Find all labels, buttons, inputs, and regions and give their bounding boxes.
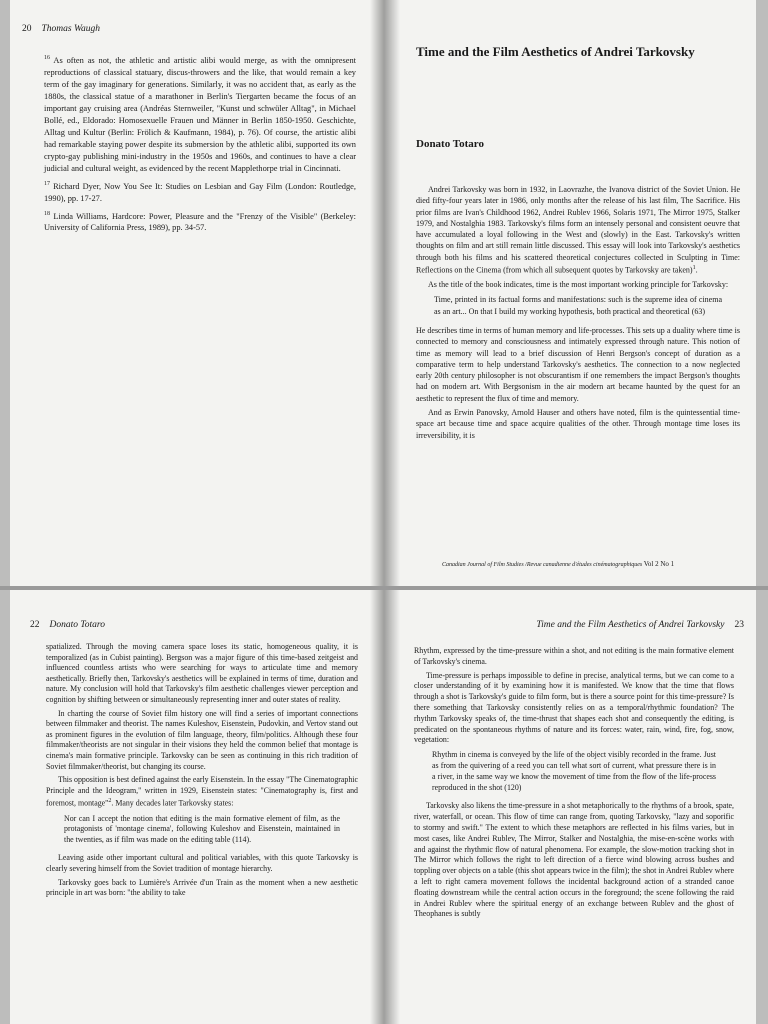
page-number: 22 <box>30 620 40 630</box>
page-21 <box>384 0 768 586</box>
page-edge-shadow <box>756 0 768 586</box>
paragraph: As the title of the book indicates, time is the most important working principle for Tarkovsky: <box>428 280 729 290</box>
gutter-shadow <box>384 0 400 586</box>
running-head-text: Thomas Waugh <box>41 24 101 34</box>
paragraph: Leaving aside other important cultural and political variables, with this quote Tarkovsky is clearly severing himself from the Soviet tradition of montage hierarchy. <box>46 853 358 873</box>
footnote-ref: 1 <box>692 265 696 272</box>
block-quote: Rhythm in cinema is conveyed by the life of the object visibly recorded in the frame. Just as from the quivering of a reed you can tell what sort of current, what pressure there is in a river, in the same way we know the movement of time from the flow of the life-process reproduced in the shot (120) <box>432 750 716 792</box>
paragraph: Tarkovsky also likens the time-pressure in a shot metaphorically to the rhythms of a brook, spate, river, waterfall, or ocean. This flow of time can range from, quoting Tarkovsky, "lazy and soporific to stormy and swift." The extent to which these metaphors are reflected in his films varies, but in most cases, like Andrei Rublev, The Mirror, Stalker and Nostalghia, the mise-en-scène works with and against the rhythmic flow of natural phenomena. For example, the slow-motion tracking shot in The Mirror which follows the right to left direction of a fierce wind blowing across bushes and toppling over objects on a table (this shot appears twice in the film); the shot in Andrei Rublev where a left to right camera movement follows the incidental background action of a stranded canoe floating downstream while the central action occurs in the foreground; the scene following the raid in Andrei Rublev where the spiritual energy of an exchange between Rublev and the ghost of Theophanes is subtly <box>414 801 734 919</box>
block-quote: Nor can I accept the notion that editing is the main formative element of film, as the protagonists of 'montage cinema', following Kuleshov and Eisenstein, maintained in the twenties, as if film was made on the editing table (114). <box>64 813 340 844</box>
running-head-text: Donato Totaro <box>49 620 106 630</box>
running-head <box>536 620 744 630</box>
journal-name: Canadian Journal of Film Studies /Revue canadienne d'études cinématographiques <box>442 562 643 568</box>
journal-footer <box>442 560 674 568</box>
paragraph: He describes time in terms of human memory and life-processes. This sets up a duality where time is connected to memory and consciousness and intimately expressed through nature. This notion of time as memory will lead to a brief discussion of Henri Bergson's concept of duration as a comparative term to help understand Tarkovsky's aesthetics. The connection to a now neglected early 20th century philosopher is not obscurantism if one remembers the impact Bergson's thoughts had on modern art. With Bergsonism in the air modern art became haunted by the quest for an aesthetic to represent the flux of time and memory. <box>416 325 740 403</box>
footnote-16: $^{16}$ As often as not, the athletic and artistic alibi would merge, as with the omnipresent reproductions of classical statuary, discus-throwers and the like, that would remain a key term of the gay imaginary for generations. Similarly, it was no accident that, as early as the 1880s, the classical statue of a marathoner in Berlin's Tiergarten became the focus of an important gay cruising area (Andréas Sternweiler, "Kunst und schwüler Alltag", in Michael Bollé, ed., Eldorado: Homosexuelle Frauen und Männer in Berlin 1850-1950. Geschichte, Alltag und Kultur (Berlin: Frölich & Kaufmann, 1984), p. 76). Of course, the artistic alibi had remarkable staying power despite its submersion by the athletic alibi, supported its own crypto-gay publishing mini-industry in the 1950s and 1960s, and continues to have a clear judicial and cultural weight, as evidenced by the recent Mapplethorpe trial in Cincinnati. <box>44 55 356 173</box>
paragraph: Time-pressure is perhaps impossible to define in precise, analytical terms, but we can come to a closer understanding of it by examining how it is manifested. We know that the time that flows through a shot is Tarkovsky's guide to film form, but is there a source point for this time-pressure? Is there something that Tarkovsky consistently relies on as a temporal/rhythmic foundation? The rhythm Tarkovsky speaks of, the time-thrust that shapes each shot and consequently the editing, is predicated on the spontaneous rhythms of nature and its forces: water, rain, wind, fire, fog, snow, vegetation: <box>414 670 734 745</box>
article-author: Donato Totaro <box>416 138 484 150</box>
running-head <box>22 24 100 34</box>
page-20 <box>0 0 384 586</box>
page-23 <box>384 590 768 1024</box>
page-edge-shadow <box>0 0 10 586</box>
article-body <box>416 184 740 444</box>
gutter-shadow <box>384 590 400 1024</box>
gutter-shadow <box>370 0 384 586</box>
page-edge-shadow <box>756 590 768 1024</box>
footnote-17: $^{17}$ Richard Dyer, Now You See It: Studies on Lesbian and Gay Film (London: Routledge, 1990), pp. 17-27. <box>44 180 356 203</box>
paragraph: In charting the course of Soviet film history one will find a series of important connections between filmmaker and theorist. The names Kuleshov, Eisenstein, Pudovkin, and Vertov stand out as prominent figures in the evolution of film language, theory, film/politics. Although these four filmmaker/theorists are not singular in their visions they held the common belief that montage is cinema's main formative principle. Tarkovsky can be seen as continuing in this rich tradition of Soviet filmmaker/theorist, but changing its course. <box>46 708 358 771</box>
page-edge-shadow <box>0 590 10 1024</box>
page-number: 23 <box>734 620 744 630</box>
paragraph: Andrei Tarkovsky was born in 1932, in Laovrazhe, the Ivanova district of the Soviet Union. He died fifty-four years later in 1986, only months after the release of his last film, The Sacrifice. His prior films are Ivan's Childhood 1962, Andrei Rublev 1966, Solaris 1971, The Mirror 1975, Stalker 1979, and Nostalghia 1983. Tarkovsky's films form an intensely personal and consistent oeuvre that have accumulated a loyal following in the West and (slowly) in the East. Tarkovsky's written thoughts on film and art still remain little discussed. This essay will look into Tarkovsky's aesthetics through both his films and his scattered theoretical conjectures collected in Sculpting in Time: Reflections on the Cinema (from which all subsequent quotes by Tarkovsky are taken)$^1$. <box>416 185 740 275</box>
article-body <box>414 646 734 923</box>
journal-volume: Vol 2 No 1 <box>643 560 675 568</box>
paragraph: And as Erwin Panovsky, Arnold Hauser and others have noted, film is the quintessential time-space art because time and space acquire qualities of the other. Through montage time loses its irreversibility, it is <box>416 408 740 440</box>
gutter-shadow <box>370 590 384 1024</box>
page-22 <box>0 590 384 1024</box>
running-head <box>30 620 105 630</box>
paragraph: This opposition is best defined against the early Eisenstein. In the essay "The Cinematographic Principle and the Ideogram," written in 1929, Eisenstein states: "Cinematography is, first and foremost, montage"$^2$. Many decades later Tarkovsky states: <box>46 775 358 808</box>
paragraph: Rhythm, expressed by the time-pressure within a shot, and not editing is the main formative element of Tarkovsky's cinema. <box>414 646 734 666</box>
footnotes <box>44 52 356 237</box>
footnote-ref: 2 <box>108 798 112 805</box>
article-body <box>46 642 358 902</box>
paragraph: Tarkovsky goes back to Lumière's Arrivée d'un Train as the moment when a new aesthetic principle in art was born: "the ability to take <box>46 877 358 898</box>
page-number: 20 <box>22 24 32 34</box>
paragraph: spatialized. Through the moving camera space loses its static, homogeneous quality, it is temporalized (as in Cubist painting). Bergson was a major figure of this time-based zeitgeist and influenced countless artists who were searching for ways to articulate time and memory aesthetically. Briefly then, Tarkovsky's aesthetics will be explained in terms of time, duration and nature. My conclusion will hold that Tarkovsky's film aesthetic challenges viewer perception and cognition by shifting between or simultaneously representing inner and outer states of reality. <box>46 642 358 704</box>
article-title: Time and the Film Aesthetics of Andrei Tarkovsky <box>416 44 695 59</box>
running-head-text: Time and the Film Aesthetics of Andrei Tarkovsky <box>536 620 725 630</box>
footnote-18: $^{18}$ Linda Williams, Hardcore: Power, Pleasure and the "Frenzy of the Visible" (Berkeley: University of California Press, 1989), pp. 34-57. <box>44 210 356 233</box>
block-quote: Time, printed in its factual forms and manifestations: such is the supreme idea of cinema as an art... On that I build my working hypothesis, both practical and theoretical (63) <box>434 295 722 316</box>
